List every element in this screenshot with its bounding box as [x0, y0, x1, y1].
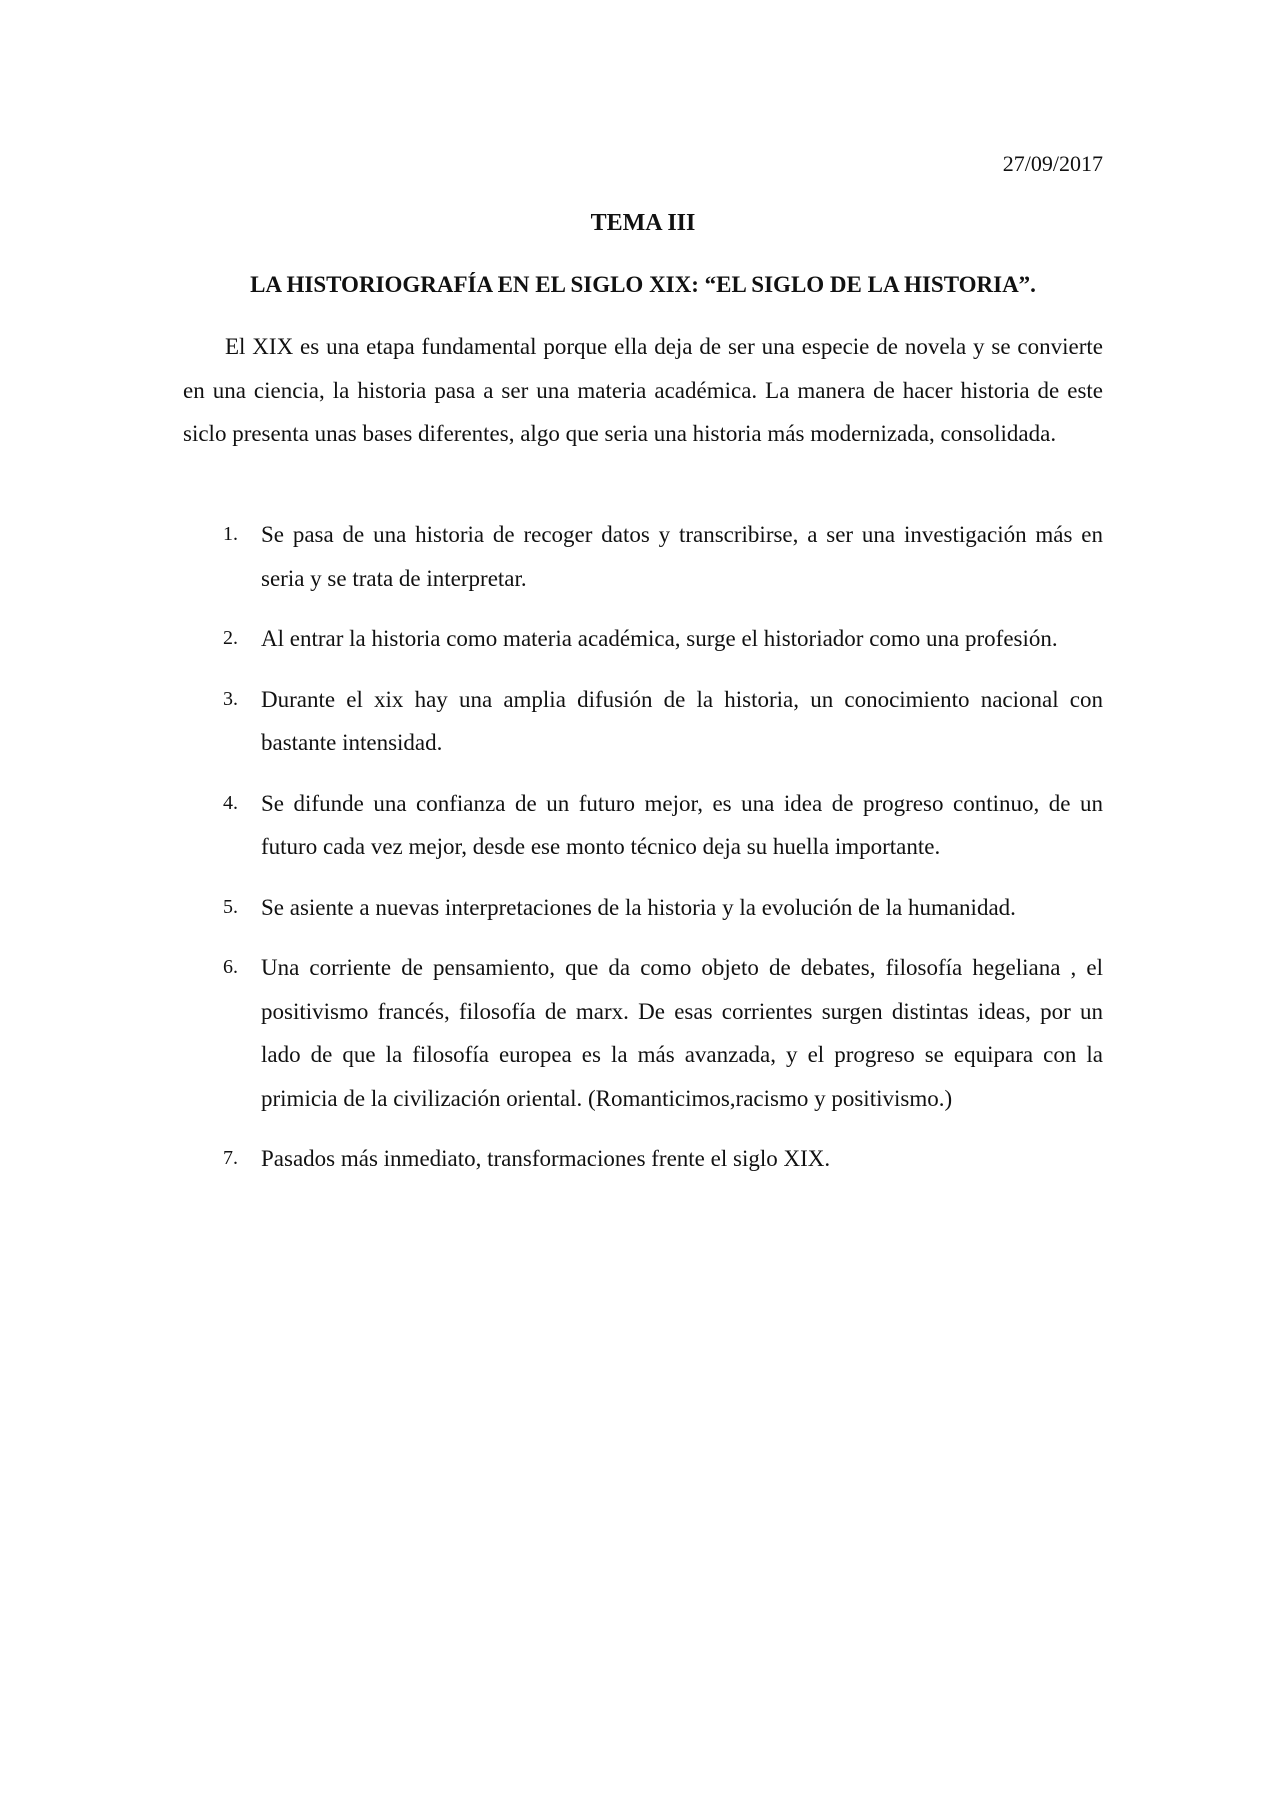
list-item-text: Se asiente a nuevas interpretaciones de la historia y la evolución de la humanidad. — [261, 894, 1016, 920]
list-item-number: 3. — [223, 687, 238, 710]
list-item-text: Durante el xix hay una amplia difusión de la historia, un conocimiento nacional con bastante intensidad. — [261, 686, 1103, 755]
list-item — [183, 678, 1103, 765]
list-item-number: 1. — [223, 523, 238, 545]
list-item — [183, 1137, 1103, 1181]
intro-paragraph: El XIX es una etapa fundamental porque ella deja de ser una especie de novela y se convierte en una ciencia, la historia pasa a ser una materia académica. La manera de hacer historia de este siclo presenta unas bases diferentes, algo que seria una historia más modernizada, consolidada. — [183, 334, 1103, 446]
document-date: 27/09/2017 — [1002, 151, 1103, 176]
list-item — [183, 617, 1103, 661]
points-list — [183, 513, 1103, 1198]
list-item-text: Pasados más inmediato, transformaciones frente el siglo XIX. — [261, 1146, 831, 1171]
list-item-number: 2. — [223, 627, 238, 649]
list-item-text: Al entrar la historia como materia académica, surge el historiador como una profesión. — [261, 626, 1058, 651]
topic-heading: TEMA III — [590, 210, 696, 236]
list-item — [183, 886, 1103, 930]
list-item-number: 4. — [223, 791, 238, 814]
list-item — [183, 513, 1103, 600]
list-item-number: 6. — [223, 956, 238, 978]
list-item — [183, 782, 1103, 869]
list-item-text: Se difunde una confianza de un futuro mejor, es una idea de progreso continuo, de un futuro cada vez mejor, desde ese monto técnico deja su huella importante. — [261, 790, 1103, 859]
list-item-text: Una corriente de pensamiento, que da como objeto de debates, filosofía hegeliana , el positivismo francés, filosofía de marx. De esas corrientes surgen distintas ideas, por un lado de que la filosofía europea es la más avanzada, y el progreso se equipara con la primicia de la civilización oriental. (Romanticimos,racismo y positivismo.) — [261, 955, 1103, 1111]
list-item-text: Se pasa de una historia de recoger datos y transcribirse, a ser una investigación más en seria y se trata de interpretar. — [261, 522, 1103, 591]
list-item — [183, 946, 1103, 1120]
list-item-number: 5. — [223, 895, 238, 918]
document-title: LA HISTORIOGRAFÍA EN EL SIGLO XIX: “EL SIGLO DE LA HISTORIA”. — [250, 272, 1036, 297]
list-item-number: 7. — [223, 1147, 238, 1169]
